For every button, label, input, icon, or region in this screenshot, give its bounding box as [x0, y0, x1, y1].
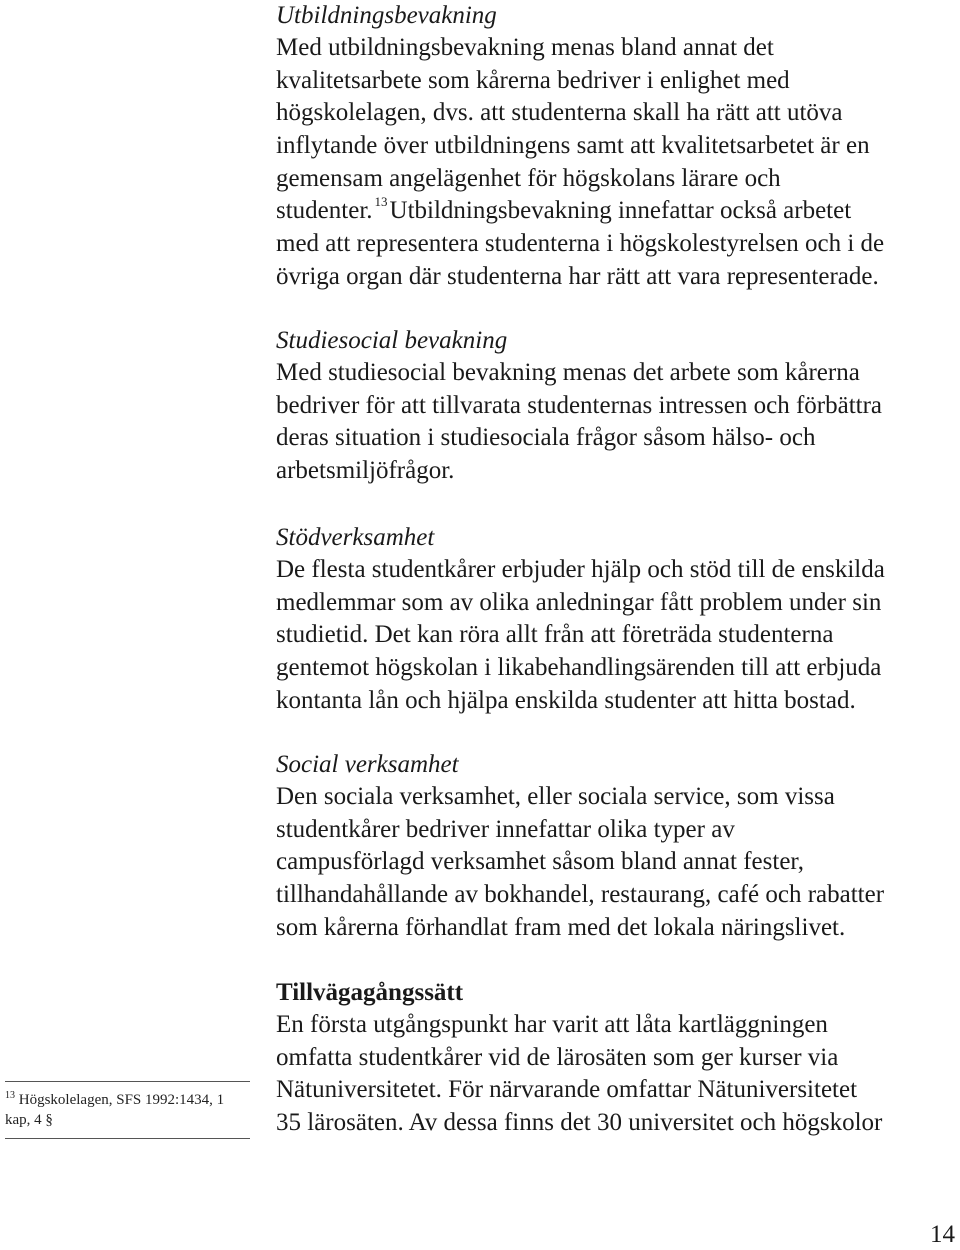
section-paragraph [276, 1009, 882, 1140]
paragraph-line: Med studiesocial bevakning menas det arbete som kårerna [276, 359, 860, 386]
section-paragraph [276, 357, 882, 488]
paragraph-line: campusförlagd verksamhet såsom bland annat fester, [276, 848, 804, 876]
footnote-divider [5, 1138, 250, 1139]
line-text-after-footnote: Utbildningsbevakning innefattar också arbetet [389, 197, 852, 225]
paragraph-line: Nätuniversitetet. För närvarande omfattar Nätuniversitetet [276, 1076, 858, 1104]
paragraph-line: deras situation i studiesociala frågor såsom hälso- och [276, 424, 816, 452]
paragraph-line: studentkårer bedriver innefattar olika typer av [276, 815, 735, 843]
section-studiesocial-bevakning [276, 325, 882, 488]
paragraph-line: övriga organ där studenterna har rätt att vara representerade. [276, 262, 879, 290]
paragraph-line: Den sociala verksamhet, eller sociala service, som vissa [276, 783, 835, 810]
paragraph-line: högskolelagen, dvs. att studenterna skall ha rätt att utöva [276, 99, 843, 127]
section-paragraph [276, 32, 884, 294]
footnote-text [5, 1090, 250, 1130]
section-stodverksamhet [276, 522, 885, 717]
section-social-verksamhet [276, 749, 884, 944]
paragraph-line: gentemot högskolan i likabehandlingsärenden till att erbjuda [276, 654, 882, 682]
paragraph-line: Med utbildningsbevakning menas bland annat det [276, 34, 774, 61]
page-number: 14 [930, 1221, 955, 1248]
section-tillvagagangssatt [276, 977, 882, 1140]
section-heading: Stödverksamhet [276, 524, 435, 551]
footnote-line [5, 1090, 250, 1110]
paragraph-line: kontanta lån och hjälpa enskilda studenter att hitta bostad. [276, 686, 856, 714]
paragraph-line: med att representera studenterna i högskolestyrelsen och i de [276, 230, 885, 258]
paragraph-line: 35 lärosäten. Av dessa finns det 30 universitet och högskolor [276, 1109, 883, 1137]
section-heading: Social verksamhet [276, 751, 459, 778]
footnote-line: kap, 4 § [5, 1112, 53, 1128]
paragraph-line: omfatta studentkårer vid de lärosäten som ger kurser via [276, 1043, 839, 1071]
paragraph-line: medlemmar som av olika anledningar fått problem under sin [276, 588, 882, 616]
paragraph-line: gemensam angelägenhet för högskolans lärare och [276, 164, 781, 192]
footnote-divider [5, 1081, 250, 1082]
paragraph-line: arbetsmiljöfrågor. [276, 457, 455, 485]
paragraph-line: bedriver för att tillvarata studenternas intressen och förbättra [276, 391, 883, 419]
paragraph-line: De flesta studentkårer erbjuder hjälp och stöd till de enskilda [276, 556, 885, 583]
section-paragraph [276, 781, 884, 944]
section-heading: Tillvägagångssätt [276, 979, 464, 1006]
paragraph-line-with-footnote [276, 195, 884, 228]
footnote-reference[interactable]: 13 [374, 194, 388, 210]
paragraph-line: kvalitetsarbete som kårerna bedriver i enlighet med [276, 66, 790, 94]
section-heading: Studiesocial bevakning [276, 327, 508, 354]
section-paragraph [276, 554, 885, 717]
footnote-number: 13 [5, 1090, 15, 1101]
paragraph-line: som kårerna förhandlat fram med det lokala näringslivet. [276, 913, 846, 941]
paragraph-line: studietid. Det kan röra allt från att företräda studenterna [276, 621, 834, 649]
section-utbildningsbevakning [276, 0, 884, 294]
line-text-before-footnote: studenter. [276, 197, 373, 225]
footnote-line-text: Högskolelagen, SFS 1992:1434, 1 [18, 1092, 225, 1108]
paragraph-line: En första utgångspunkt har varit att låta kartläggningen [276, 1011, 828, 1038]
paragraph-line: inflytande över utbildningens samt att kvalitetsarbetet är en [276, 132, 870, 160]
section-heading: Utbildningsbevakning [276, 2, 497, 29]
paragraph-line: tillhandahållande av bokhandel, restaurang, café och rabatter [276, 881, 885, 909]
